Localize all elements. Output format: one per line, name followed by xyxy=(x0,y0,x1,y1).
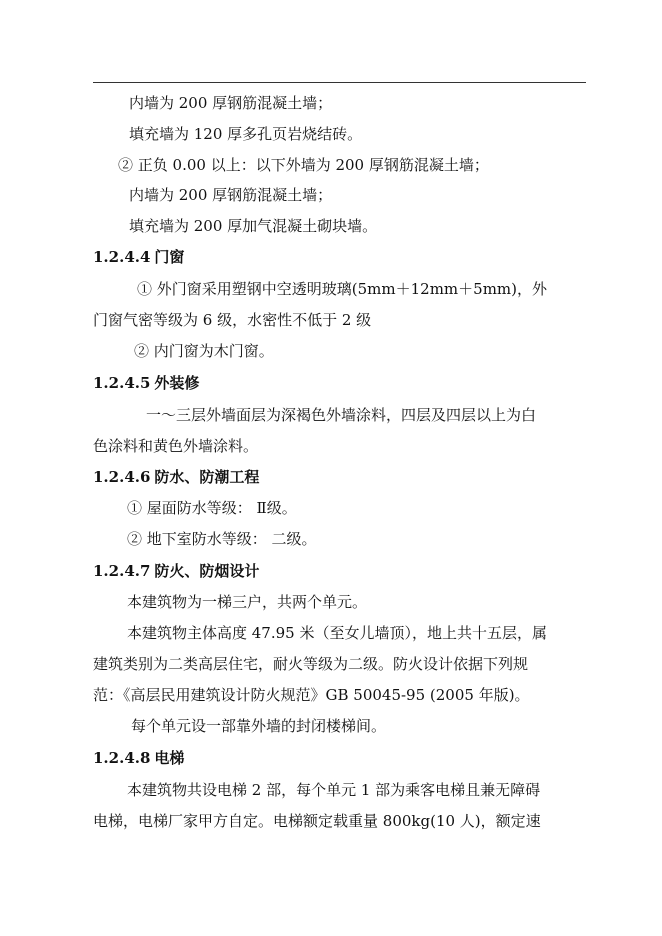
section-heading-1-2-4-8 xyxy=(93,748,184,768)
section-title: 外装修 xyxy=(154,374,200,392)
text-line: ① 屋面防水等级： Ⅱ级。 xyxy=(127,499,297,517)
text-line: 填充墙为 200 厚加气混凝土砌块墙。 xyxy=(129,217,378,235)
text-line: 本建筑物为一梯三户，共两个单元。 xyxy=(127,593,368,611)
text-line: ② 正负 0.00 以上：以下外墙为 200 厚钢筋混凝土墙； xyxy=(118,156,489,174)
text-line: 电梯，电梯厂家甲方自定。电梯额定载重量 800kg(10 人)，额定速 xyxy=(93,812,541,830)
section-title: 防火、防烟设计 xyxy=(154,562,260,580)
section-heading-1-2-4-5 xyxy=(93,373,199,393)
text-line: 每个单元设一部靠外墙的封闭楼梯间。 xyxy=(131,717,387,735)
text-line: 建筑类别为二类高层住宅，耐火等级为二级。防火设计依据下列规 xyxy=(93,655,529,673)
text-line: ② 内门窗为木门窗。 xyxy=(134,342,274,360)
section-number: 1.2.4.8 xyxy=(93,749,151,767)
text-line: 填充墙为 120 厚多孔页岩烧结砖。 xyxy=(129,125,363,143)
section-title: 防水、防潮工程 xyxy=(154,468,260,486)
section-number: 1.2.4.7 xyxy=(93,562,151,580)
text-line: 范：《高层民用建筑设计防火规范》GB 50045-95 (2005 年版)。 xyxy=(93,686,530,704)
text-line: ② 地下室防水等级： 二级。 xyxy=(127,530,317,548)
section-title: 门窗 xyxy=(154,248,185,266)
section-title: 电梯 xyxy=(154,749,185,767)
text-line: 本建筑物共设电梯 2 部，每个单元 1 部为乘客电梯且兼无障碍 xyxy=(127,781,541,799)
section-number: 1.2.4.4 xyxy=(93,248,151,266)
section-number: 1.2.4.5 xyxy=(93,374,151,392)
text-line: ① 外门窗采用塑钢中空透明玻璃(5mm＋12mm＋5mm)，外 xyxy=(137,280,547,298)
text-line: 一～三层外墙面层为深褐色外墙涂料，四层及四层以上为白 xyxy=(146,406,537,424)
text-line: 本建筑物主体高度 47.95 米（至女儿墙顶），地上共十五层，属 xyxy=(127,624,547,642)
section-heading-1-2-4-4 xyxy=(93,247,184,267)
header-rule xyxy=(93,82,586,83)
section-heading-1-2-4-6 xyxy=(93,467,259,487)
text-line: 内墙为 200 厚钢筋混凝土墙； xyxy=(129,186,333,204)
section-heading-1-2-4-7 xyxy=(93,561,259,581)
text-line: 内墙为 200 厚钢筋混凝土墙； xyxy=(129,94,333,112)
text-line: 门窗气密等级为 6 级，水密性不低于 2 级 xyxy=(93,311,372,329)
section-number: 1.2.4.6 xyxy=(93,468,151,486)
text-line: 色涂料和黄色外墙涂料。 xyxy=(93,437,259,455)
